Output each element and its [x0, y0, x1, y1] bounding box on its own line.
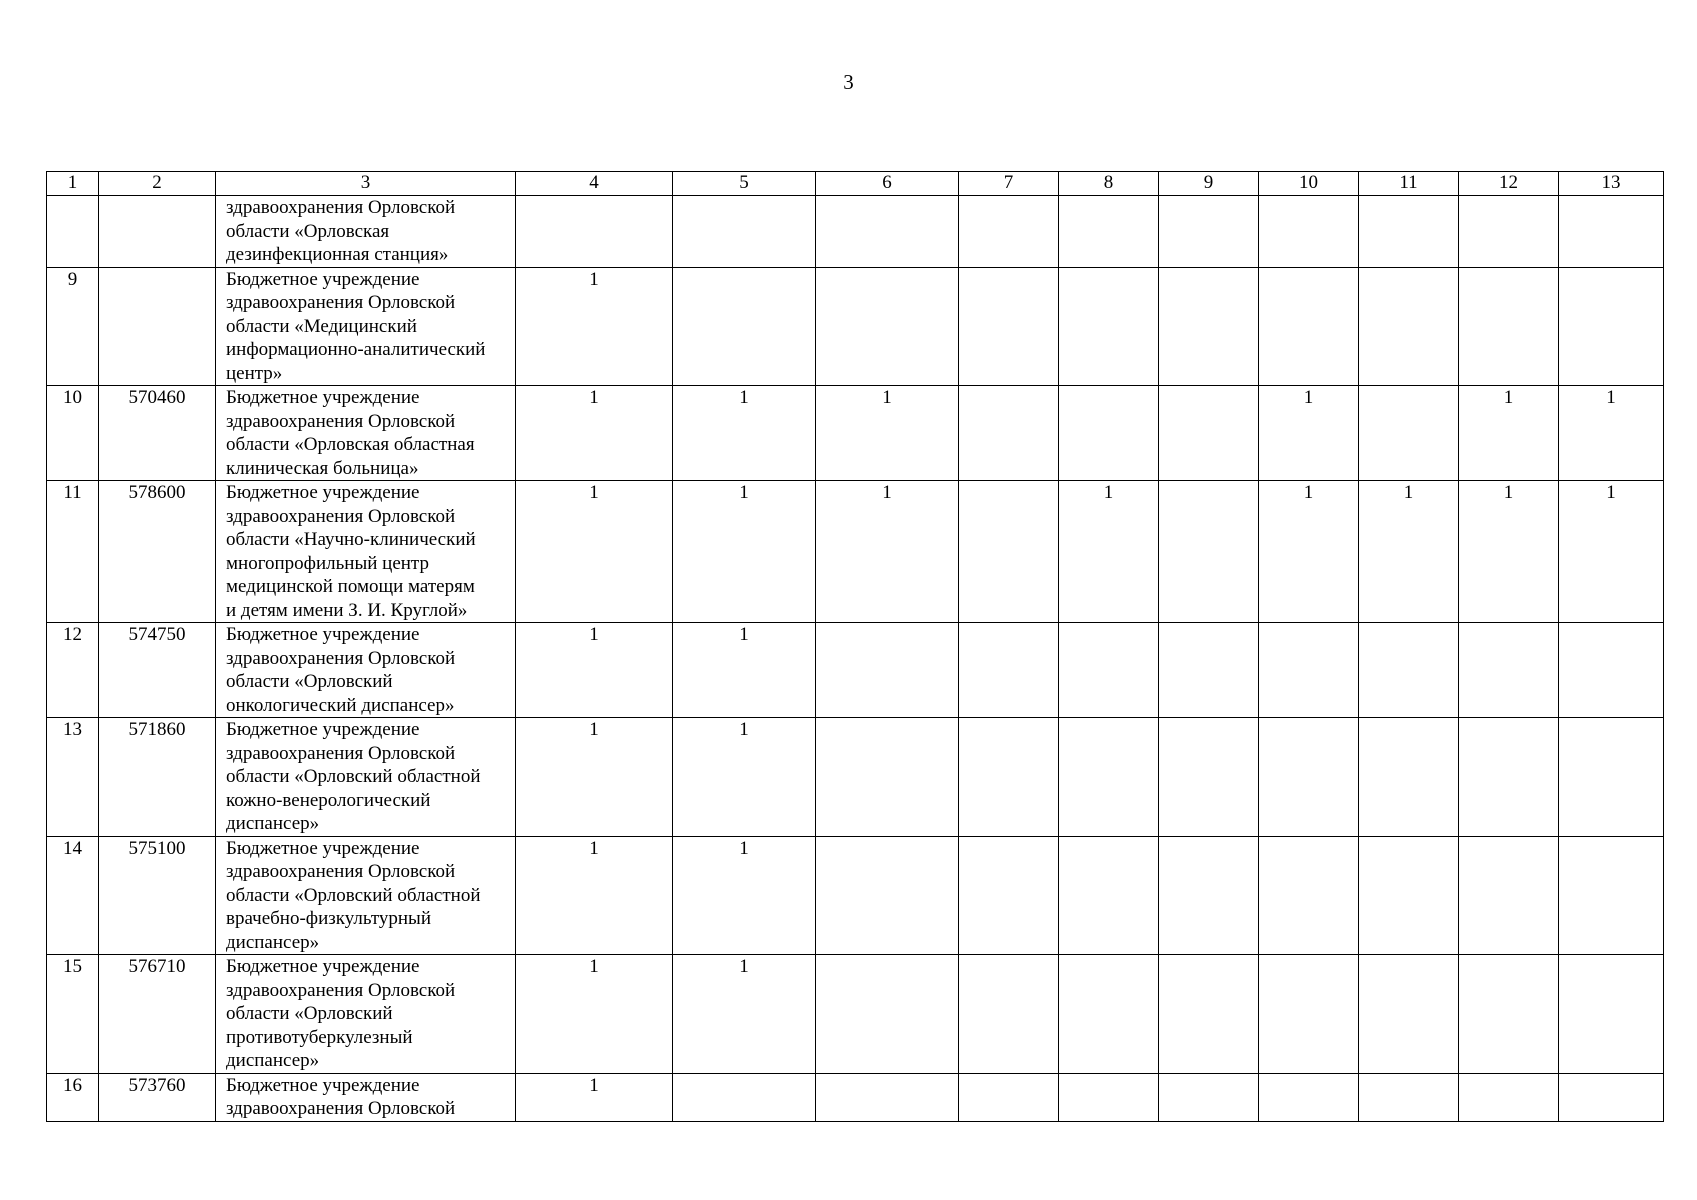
column-number-8: 8	[1059, 172, 1159, 196]
org-name-line: кожно-венерологический	[226, 789, 431, 811]
value-cell-13	[1559, 836, 1664, 955]
value-cell-6	[816, 1073, 959, 1121]
value-cell-4: 1	[516, 718, 673, 837]
value-cell-8	[1059, 718, 1159, 837]
value-cell-13	[1559, 267, 1664, 386]
value-cell-13: 1	[1559, 481, 1664, 623]
value-cell-7	[959, 1073, 1059, 1121]
org-name-line: здравоохранения Орловской	[226, 647, 456, 669]
value-cell-5	[673, 1073, 816, 1121]
value-cell-13	[1559, 196, 1664, 268]
org-name-cell	[216, 196, 516, 268]
org-name-line: медицинской помощи матерям	[226, 576, 475, 597]
table-row	[47, 955, 1664, 1074]
value-cell-13: 1	[1559, 386, 1664, 481]
org-name-cell	[216, 623, 516, 718]
org-name-line: здравоохранения Орловской	[226, 505, 456, 527]
column-number-2: 2	[99, 172, 216, 196]
value-cell-13	[1559, 1073, 1664, 1121]
org-name-line: диспансер»	[226, 1050, 320, 1071]
value-cell-11	[1359, 196, 1459, 268]
org-code-cell: 575100	[99, 836, 216, 955]
row-number-cell: 10	[47, 386, 99, 481]
row-number-cell: 13	[47, 718, 99, 837]
value-cell-8	[1059, 623, 1159, 718]
value-cell-5	[673, 267, 816, 386]
org-name-line: здравоохранения Орловской	[226, 292, 456, 313]
value-cell-4: 1	[516, 955, 673, 1074]
value-cell-9	[1159, 481, 1259, 623]
value-cell-10: 1	[1259, 481, 1359, 623]
value-cell-10: 1	[1259, 386, 1359, 481]
org-code-cell: 570460	[99, 386, 216, 481]
value-cell-8	[1059, 1073, 1159, 1121]
value-cell-12	[1459, 623, 1559, 718]
org-name-line: Бюджетное учреждение	[226, 387, 420, 408]
value-cell-6	[816, 836, 959, 955]
value-cell-7	[959, 481, 1059, 623]
table-row	[47, 481, 1664, 623]
value-cell-6: 1	[816, 481, 959, 623]
value-cell-4: 1	[516, 623, 673, 718]
value-cell-4: 1	[516, 481, 673, 623]
org-name-line: Бюджетное учреждение	[226, 1074, 420, 1096]
org-code-cell: 571860	[99, 718, 216, 837]
org-name-line: диспансер»	[226, 813, 320, 834]
org-name-line: здравоохранения Орловской	[226, 979, 456, 1001]
org-name-cell	[216, 836, 516, 955]
column-number-13: 13	[1559, 172, 1664, 196]
value-cell-6	[816, 718, 959, 837]
org-name-line: врачебно-физкультурный	[226, 908, 431, 929]
value-cell-5: 1	[673, 481, 816, 623]
column-number-1: 1	[47, 172, 99, 196]
value-cell-12	[1459, 267, 1559, 386]
value-cell-6: 1	[816, 386, 959, 481]
org-name-line: здравоохранения Орловской	[226, 410, 456, 432]
table-row	[47, 386, 1664, 481]
org-code-cell: 573760	[99, 1073, 216, 1121]
org-code-cell: 574750	[99, 623, 216, 718]
value-cell-5: 1	[673, 386, 816, 481]
org-code-cell: 576710	[99, 955, 216, 1074]
org-name-line: здравоохранения Орловской	[226, 742, 456, 764]
value-cell-10	[1259, 1073, 1359, 1121]
table-row	[47, 836, 1664, 955]
org-name-line: здравоохранения Орловской	[226, 197, 456, 218]
value-cell-10	[1259, 623, 1359, 718]
value-cell-10	[1259, 836, 1359, 955]
row-number-cell	[47, 196, 99, 268]
value-cell-13	[1559, 623, 1664, 718]
value-cell-8	[1059, 196, 1159, 268]
org-name-line: области «Орловский	[226, 1003, 393, 1024]
org-name-line: информационно-аналитический	[226, 339, 486, 360]
value-cell-4: 1	[516, 1073, 673, 1121]
org-name-line: диспансер»	[226, 931, 320, 953]
org-name-line: Бюджетное учреждение	[226, 624, 420, 645]
value-cell-11	[1359, 1073, 1459, 1121]
value-cell-9	[1159, 267, 1259, 386]
value-cell-6	[816, 623, 959, 718]
org-name-line: и детям имени З. И. Круглой»	[226, 599, 468, 621]
value-cell-5: 1	[673, 836, 816, 955]
column-number-3: 3	[216, 172, 516, 196]
org-name-line: области «Орловская	[226, 220, 390, 242]
row-number-cell: 16	[47, 1073, 99, 1121]
value-cell-7	[959, 623, 1059, 718]
value-cell-7	[959, 196, 1059, 268]
org-name-cell	[216, 386, 516, 481]
column-number-10: 10	[1259, 172, 1359, 196]
row-number-cell: 12	[47, 623, 99, 718]
value-cell-9	[1159, 386, 1259, 481]
table-row	[47, 267, 1664, 386]
value-cell-6	[816, 267, 959, 386]
org-name-line: области «Орловский областной	[226, 884, 481, 906]
org-name-line: центр»	[226, 362, 283, 384]
value-cell-11: 1	[1359, 481, 1459, 623]
value-cell-11	[1359, 836, 1459, 955]
column-number-row	[47, 172, 1664, 196]
value-cell-9	[1159, 196, 1259, 268]
org-name-line: области «Научно-клинический	[226, 529, 476, 550]
value-cell-5: 1	[673, 718, 816, 837]
value-cell-13	[1559, 718, 1664, 837]
column-number-6: 6	[816, 172, 959, 196]
value-cell-8	[1059, 836, 1159, 955]
value-cell-9	[1159, 836, 1259, 955]
value-cell-12: 1	[1459, 386, 1559, 481]
org-name-line: противотуберкулезный	[226, 1026, 413, 1048]
value-cell-12	[1459, 955, 1559, 1074]
org-name-line: Бюджетное учреждение	[226, 956, 420, 977]
value-cell-11	[1359, 267, 1459, 386]
value-cell-13	[1559, 955, 1664, 1074]
value-cell-7	[959, 267, 1059, 386]
value-cell-11	[1359, 718, 1459, 837]
org-name-line: Бюджетное учреждение	[226, 837, 420, 859]
row-number-cell: 14	[47, 836, 99, 955]
org-name-line: онкологический диспансер»	[226, 694, 455, 716]
value-cell-5: 1	[673, 955, 816, 1074]
org-name-line: клиническая больница»	[226, 457, 419, 479]
value-cell-5: 1	[673, 623, 816, 718]
table-body	[47, 196, 1664, 1122]
org-name-line: области «Орловский	[226, 671, 393, 692]
value-cell-4: 1	[516, 267, 673, 386]
value-cell-8	[1059, 955, 1159, 1074]
row-number-cell: 9	[47, 267, 99, 386]
value-cell-7	[959, 955, 1059, 1074]
value-cell-8	[1059, 386, 1159, 481]
org-name-line: области «Орловская областная	[226, 434, 475, 455]
value-cell-6	[816, 955, 959, 1074]
org-name-line: здравоохранения Орловской	[226, 1098, 456, 1119]
row-number-cell: 11	[47, 481, 99, 623]
column-number-4: 4	[516, 172, 673, 196]
value-cell-7	[959, 718, 1059, 837]
org-name-line: здравоохранения Орловской	[226, 861, 456, 882]
value-cell-11	[1359, 623, 1459, 718]
value-cell-12	[1459, 718, 1559, 837]
org-name-line: области «Орловский областной	[226, 766, 481, 787]
value-cell-5	[673, 196, 816, 268]
data-table	[46, 171, 1664, 1122]
table-row	[47, 623, 1664, 718]
column-number-9: 9	[1159, 172, 1259, 196]
org-name-line: Бюджетное учреждение	[226, 719, 420, 740]
page-number: 3	[843, 70, 854, 94]
value-cell-8: 1	[1059, 481, 1159, 623]
value-cell-9	[1159, 955, 1259, 1074]
org-name-cell	[216, 955, 516, 1074]
row-number-cell: 15	[47, 955, 99, 1074]
value-cell-12	[1459, 1073, 1559, 1121]
value-cell-9	[1159, 623, 1259, 718]
table-row	[47, 1073, 1664, 1121]
column-number-5: 5	[673, 172, 816, 196]
value-cell-10	[1259, 955, 1359, 1074]
column-number-11: 11	[1359, 172, 1459, 196]
value-cell-11	[1359, 955, 1459, 1074]
value-cell-10	[1259, 718, 1359, 837]
column-number-12: 12	[1459, 172, 1559, 196]
column-number-7: 7	[959, 172, 1059, 196]
org-name-cell	[216, 267, 516, 386]
value-cell-6	[816, 196, 959, 268]
table-row	[47, 196, 1664, 268]
org-code-cell: 578600	[99, 481, 216, 623]
value-cell-9	[1159, 718, 1259, 837]
value-cell-7	[959, 836, 1059, 955]
org-name-line: дезинфекционная станция»	[226, 244, 449, 265]
value-cell-12	[1459, 196, 1559, 268]
value-cell-8	[1059, 267, 1159, 386]
org-name-cell	[216, 481, 516, 623]
org-name-line: Бюджетное учреждение	[226, 482, 420, 503]
value-cell-4	[516, 196, 673, 268]
value-cell-4: 1	[516, 836, 673, 955]
value-cell-7	[959, 386, 1059, 481]
org-name-line: области «Медицинский	[226, 315, 417, 337]
value-cell-11	[1359, 386, 1459, 481]
value-cell-10	[1259, 196, 1359, 268]
org-name-line: Бюджетное учреждение	[226, 268, 420, 290]
value-cell-9	[1159, 1073, 1259, 1121]
value-cell-10	[1259, 267, 1359, 386]
value-cell-12	[1459, 836, 1559, 955]
org-name-cell	[216, 1073, 516, 1121]
org-name-line: многопрофильный центр	[226, 552, 429, 574]
org-code-cell	[99, 196, 216, 268]
org-code-cell	[99, 267, 216, 386]
value-cell-12: 1	[1459, 481, 1559, 623]
table-row	[47, 718, 1664, 837]
value-cell-4: 1	[516, 386, 673, 481]
org-name-cell	[216, 718, 516, 837]
